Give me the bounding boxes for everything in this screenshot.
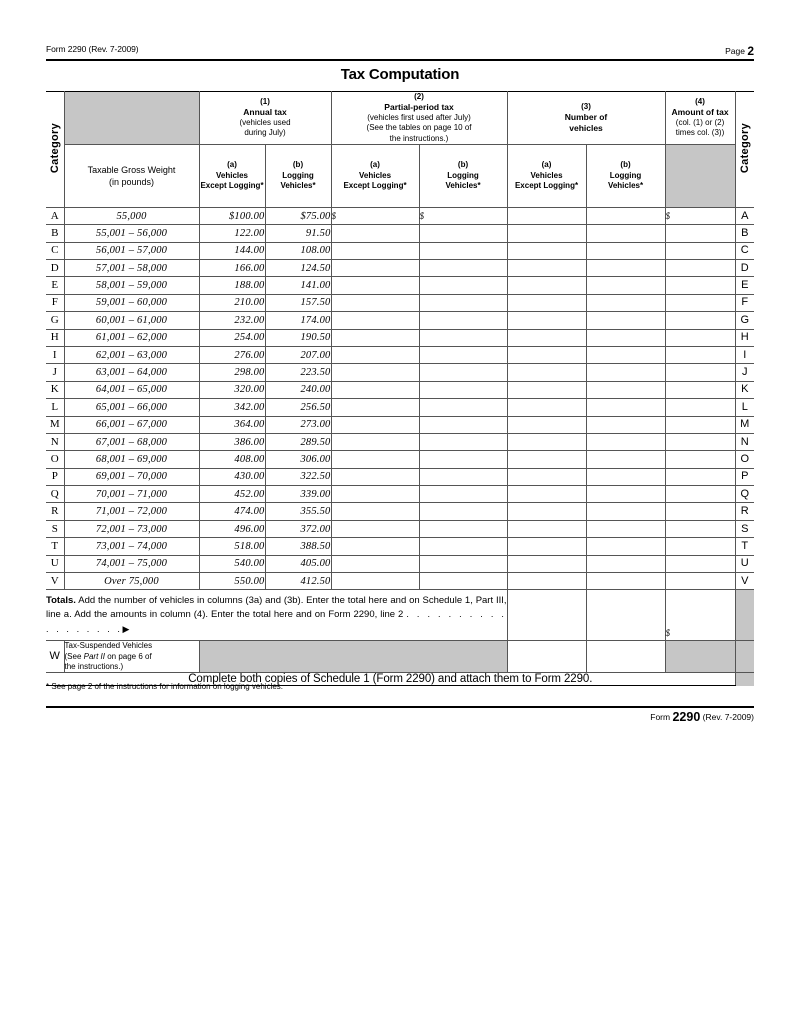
row-vehicles-logging-S[interactable] xyxy=(586,520,665,537)
row-annual-logging-D: 124.50 xyxy=(265,259,331,276)
row-amount-of-tax-K[interactable] xyxy=(665,381,735,398)
row-vehicles-logging-H[interactable] xyxy=(586,329,665,346)
subheader-1b: (b) Logging Vehicles* xyxy=(265,144,331,207)
row-vehicles-logging-U[interactable] xyxy=(586,555,665,572)
row-partial-logging-P[interactable] xyxy=(419,468,507,485)
row-amount-of-tax-U[interactable] xyxy=(665,555,735,572)
row-vehicles-except-logging-R[interactable] xyxy=(507,503,586,520)
row-vehicles-logging-J[interactable] xyxy=(586,364,665,381)
row-amount-of-tax-P[interactable] xyxy=(665,468,735,485)
row-category-right-G: G xyxy=(735,312,754,329)
row-weight-H: 61,001 – 62,000 xyxy=(64,329,199,346)
table-row xyxy=(46,312,754,329)
row-partial-logging-V[interactable] xyxy=(419,573,507,590)
row-annual-logging-A: $75.00 xyxy=(265,207,331,224)
row-category-right-T: T xyxy=(735,538,754,555)
row-annual-except-logging-M: 364.00 xyxy=(199,416,265,433)
row-amount-of-tax-M[interactable] xyxy=(665,416,735,433)
subheader-3a: (a) Vehicles Except Logging* xyxy=(507,144,586,207)
row-category-left-A: A xyxy=(46,207,64,224)
row-partial-except-logging-Q[interactable] xyxy=(331,486,419,503)
row-partial-except-logging-U[interactable] xyxy=(331,555,419,572)
row-vehicles-logging-O[interactable] xyxy=(586,451,665,468)
table-body xyxy=(46,207,754,590)
row-annual-logging-L: 256.50 xyxy=(265,399,331,416)
totals-text: Add the number of vehicles in columns (3a) and (3b). Enter the total here and on Schedule 1, Part III, line a. Add the amounts in column (4). Enter the total here and on Form 2290, line 2 xyxy=(46,594,507,621)
page-title: Tax Computation xyxy=(340,66,460,83)
row-amount-of-tax-C[interactable] xyxy=(665,242,735,259)
row-partial-except-logging-H[interactable] xyxy=(331,329,419,346)
row-vehicles-except-logging-O[interactable] xyxy=(507,451,586,468)
logging-footnote: * See page 2 of the instructions for information on logging vehicles. xyxy=(46,682,284,691)
row-category-right-P: P xyxy=(735,468,754,485)
row-vehicles-except-logging-L[interactable] xyxy=(507,399,586,416)
row-category-left-V: V xyxy=(46,573,64,590)
totals-label: Totals. xyxy=(46,594,76,606)
category-header-left: Category xyxy=(46,92,64,208)
table-row xyxy=(46,555,754,572)
row-amount-of-tax-B[interactable] xyxy=(665,225,735,242)
row-amount-of-tax-H[interactable] xyxy=(665,329,735,346)
row-category-right-R: R xyxy=(735,503,754,520)
row-vehicles-logging-C[interactable] xyxy=(586,242,665,259)
row-category-right-H: H xyxy=(735,329,754,346)
row-vehicles-except-logging-N[interactable] xyxy=(507,433,586,450)
row-vehicles-except-logging-T[interactable] xyxy=(507,538,586,555)
tax-computation-table xyxy=(46,91,754,686)
row-annual-except-logging-P: 430.00 xyxy=(199,468,265,485)
row-category-right-Q: Q xyxy=(735,486,754,503)
row-weight-R: 71,001 – 72,000 xyxy=(64,503,199,520)
header-rule xyxy=(46,59,754,61)
row-annual-logging-F: 157.50 xyxy=(265,294,331,311)
col4-subheader-spacer xyxy=(665,144,735,207)
col1-header: (1) Annual tax (vehicles used during July) xyxy=(199,92,331,145)
row-category-W: W xyxy=(46,641,64,673)
row-annual-except-logging-H: 254.00 xyxy=(199,329,265,346)
row-partial-except-logging-F[interactable] xyxy=(331,294,419,311)
row-annual-logging-M: 273.00 xyxy=(265,416,331,433)
row-annual-logging-B: 91.50 xyxy=(265,225,331,242)
row-weight-P: 69,001 – 70,000 xyxy=(64,468,199,485)
row-annual-logging-E: 141.00 xyxy=(265,277,331,294)
row-annual-except-logging-Q: 452.00 xyxy=(199,486,265,503)
row-amount-of-tax-E[interactable] xyxy=(665,277,735,294)
table-row xyxy=(46,294,754,311)
row-annual-logging-S: 372.00 xyxy=(265,520,331,537)
table-header-row-subcols xyxy=(46,144,754,207)
row-category-left-P: P xyxy=(46,468,64,485)
row-annual-logging-T: 388.50 xyxy=(265,538,331,555)
row-category-right-C: C xyxy=(735,242,754,259)
row-category-left-L: L xyxy=(46,399,64,416)
row-weight-O: 68,001 – 69,000 xyxy=(64,451,199,468)
row-annual-except-logging-J: 298.00 xyxy=(199,364,265,381)
table-row xyxy=(46,329,754,346)
page-indicator xyxy=(725,44,754,58)
row-partial-logging-F[interactable] xyxy=(419,294,507,311)
row-vehicles-except-logging-C[interactable] xyxy=(507,242,586,259)
row-partial-logging-I[interactable] xyxy=(419,346,507,363)
page-header xyxy=(46,44,754,60)
row-annual-except-logging-T: 518.00 xyxy=(199,538,265,555)
row-category-right-M: M xyxy=(735,416,754,433)
dollar-sign: $ xyxy=(665,628,671,639)
row-vehicles-logging-E[interactable] xyxy=(586,277,665,294)
table-row xyxy=(46,207,754,224)
row-category-left-K: K xyxy=(46,381,64,398)
row-vehicles-except-logging-M[interactable] xyxy=(507,416,586,433)
category-header-right: Category xyxy=(735,92,754,208)
row-partial-logging-B[interactable] xyxy=(419,225,507,242)
table-row xyxy=(46,573,754,590)
row-vehicles-except-logging-Q[interactable] xyxy=(507,486,586,503)
row-annual-except-logging-O: 408.00 xyxy=(199,451,265,468)
row-partial-logging-E[interactable] xyxy=(419,277,507,294)
row-category-left-R: R xyxy=(46,503,64,520)
table-row xyxy=(46,416,754,433)
row-amount-of-tax-N[interactable] xyxy=(665,433,735,450)
row-category-right-O: O xyxy=(735,451,754,468)
row-partial-except-logging-J[interactable] xyxy=(331,364,419,381)
col4-header: (4) Amount of tax (col. (1) or (2) times col. (3)) xyxy=(665,92,735,145)
row-weight-A: 55,000 xyxy=(64,207,199,224)
suspended-right-spacer xyxy=(735,641,754,673)
footer-form-word: Form xyxy=(650,712,671,722)
row-category-left-F: F xyxy=(46,294,64,311)
table-row xyxy=(46,242,754,259)
row-category-left-H: H xyxy=(46,329,64,346)
row-vehicles-logging-B[interactable] xyxy=(586,225,665,242)
row-category-right-I: I xyxy=(735,346,754,363)
row-category-right-B: B xyxy=(735,225,754,242)
row-category-right-K: K xyxy=(735,381,754,398)
totals-field-3b[interactable] xyxy=(586,590,665,641)
row-annual-except-logging-R: 474.00 xyxy=(199,503,265,520)
row-amount-of-tax-V[interactable] xyxy=(665,573,735,590)
row-category-left-J: J xyxy=(46,364,64,381)
row-weight-Q: 70,001 – 71,000 xyxy=(64,486,199,503)
row-annual-logging-U: 405.00 xyxy=(265,555,331,572)
row-annual-except-logging-F: 210.00 xyxy=(199,294,265,311)
row-category-left-U: U xyxy=(46,555,64,572)
row-weight-F: 59,001 – 60,000 xyxy=(64,294,199,311)
row-partial-except-logging-A[interactable]: $ xyxy=(331,207,419,224)
complete-note: Complete both copies of Schedule 1 (Form 2290) and attach them to Form 2290. xyxy=(46,673,735,686)
row-partial-except-logging-G[interactable] xyxy=(331,312,419,329)
suspended-label: Tax-Suspended Vehicles (See Part II on page 6 of the instructions.) xyxy=(64,641,199,673)
subheader-1a: (a) Vehicles Except Logging* xyxy=(199,144,265,207)
row-annual-except-logging-L: 342.00 xyxy=(199,399,265,416)
row-weight-G: 60,001 – 61,000 xyxy=(64,312,199,329)
complete-note-right-spacer xyxy=(735,673,754,686)
row-amount-of-tax-S[interactable] xyxy=(665,520,735,537)
footer-revision: (Rev. 7-2009) xyxy=(702,712,754,722)
row-weight-E: 58,001 – 59,000 xyxy=(64,277,199,294)
subheader-2a: (a) Vehicles Except Logging* xyxy=(331,144,419,207)
row-category-left-D: D xyxy=(46,259,64,276)
row-vehicles-logging-V[interactable] xyxy=(586,573,665,590)
row-category-left-C: C xyxy=(46,242,64,259)
subheader-2b: (b) Logging Vehicles* xyxy=(419,144,507,207)
table-row xyxy=(46,451,754,468)
row-annual-logging-Q: 339.00 xyxy=(265,486,331,503)
table-row xyxy=(46,520,754,537)
table-row xyxy=(46,503,754,520)
suspended-field-3b[interactable] xyxy=(586,641,665,673)
row-weight-V: Over 75,000 xyxy=(64,573,199,590)
row-partial-logging-O[interactable] xyxy=(419,451,507,468)
row-vehicles-except-logging-E[interactable] xyxy=(507,277,586,294)
row-category-left-E: E xyxy=(46,277,64,294)
row-vehicles-except-logging-F[interactable] xyxy=(507,294,586,311)
row-partial-logging-N[interactable] xyxy=(419,433,507,450)
row-annual-except-logging-D: 166.00 xyxy=(199,259,265,276)
suspended-shaded-block xyxy=(199,641,507,673)
row-annual-except-logging-B: 122.00 xyxy=(199,225,265,242)
row-vehicles-logging-P[interactable] xyxy=(586,468,665,485)
row-partial-except-logging-R[interactable] xyxy=(331,503,419,520)
totals-field-3a[interactable] xyxy=(507,590,586,641)
row-amount-of-tax-T[interactable] xyxy=(665,538,735,555)
row-annual-logging-N: 289.50 xyxy=(265,433,331,450)
row-weight-J: 63,001 – 64,000 xyxy=(64,364,199,381)
row-partial-logging-G[interactable] xyxy=(419,312,507,329)
suspended-shaded-col4 xyxy=(665,641,735,673)
row-vehicles-logging-Q[interactable] xyxy=(586,486,665,503)
row-category-right-J: J xyxy=(735,364,754,381)
row-weight-K: 64,001 – 65,000 xyxy=(64,381,199,398)
row-partial-except-logging-D[interactable] xyxy=(331,259,419,276)
table-row xyxy=(46,381,754,398)
row-partial-logging-M[interactable] xyxy=(419,416,507,433)
row-partial-except-logging-S[interactable] xyxy=(331,520,419,537)
row-category-right-F: F xyxy=(735,294,754,311)
row-partial-except-logging-N[interactable] xyxy=(331,433,419,450)
row-vehicles-except-logging-I[interactable] xyxy=(507,346,586,363)
row-vehicles-except-logging-J[interactable] xyxy=(507,364,586,381)
row-partial-logging-C[interactable] xyxy=(419,242,507,259)
table-row xyxy=(46,277,754,294)
row-amount-of-tax-A[interactable]: $ xyxy=(665,207,735,224)
row-annual-except-logging-G: 232.00 xyxy=(199,312,265,329)
row-annual-logging-P: 322.50 xyxy=(265,468,331,485)
row-partial-logging-H[interactable] xyxy=(419,329,507,346)
page-label: Page xyxy=(725,46,745,56)
row-annual-logging-K: 240.00 xyxy=(265,381,331,398)
row-weight-B: 55,001 – 56,000 xyxy=(64,225,199,242)
row-annual-except-logging-N: 386.00 xyxy=(199,433,265,450)
row-annual-logging-J: 223.50 xyxy=(265,364,331,381)
row-partial-logging-A[interactable]: $ xyxy=(419,207,507,224)
table-row xyxy=(46,225,754,242)
row-category-left-N: N xyxy=(46,433,64,450)
row-category-right-U: U xyxy=(735,555,754,572)
totals-instruction xyxy=(46,590,507,641)
row-weight-S: 72,001 – 73,000 xyxy=(64,520,199,537)
row-vehicles-except-logging-U[interactable] xyxy=(507,555,586,572)
row-partial-logging-L[interactable] xyxy=(419,399,507,416)
row-annual-except-logging-S: 496.00 xyxy=(199,520,265,537)
suspended-row xyxy=(46,641,754,673)
row-category-right-S: S xyxy=(735,520,754,537)
row-partial-except-logging-E[interactable] xyxy=(331,277,419,294)
row-vehicles-logging-M[interactable] xyxy=(586,416,665,433)
table-row xyxy=(46,346,754,363)
row-partial-except-logging-V[interactable] xyxy=(331,573,419,590)
row-amount-of-tax-R[interactable] xyxy=(665,503,735,520)
row-category-left-T: T xyxy=(46,538,64,555)
row-category-right-V: V xyxy=(735,573,754,590)
row-amount-of-tax-F[interactable] xyxy=(665,294,735,311)
row-weight-U: 74,001 – 75,000 xyxy=(64,555,199,572)
row-partial-except-logging-P[interactable] xyxy=(331,468,419,485)
row-weight-I: 62,001 – 63,000 xyxy=(64,346,199,363)
subheader-3b: (b) Logging Vehicles* xyxy=(586,144,665,207)
row-partial-except-logging-K[interactable] xyxy=(331,381,419,398)
row-partial-logging-S[interactable] xyxy=(419,520,507,537)
row-partial-except-logging-I[interactable] xyxy=(331,346,419,363)
row-category-left-M: M xyxy=(46,416,64,433)
row-weight-N: 67,001 – 68,000 xyxy=(64,433,199,450)
row-partial-except-logging-C[interactable] xyxy=(331,242,419,259)
table-row xyxy=(46,364,754,381)
row-annual-logging-H: 190.50 xyxy=(265,329,331,346)
row-partial-logging-K[interactable] xyxy=(419,381,507,398)
row-vehicles-logging-T[interactable] xyxy=(586,538,665,555)
row-annual-except-logging-V: 550.00 xyxy=(199,573,265,590)
totals-arrow-icon: ▶ xyxy=(122,623,130,634)
totals-right-spacer xyxy=(735,590,754,641)
row-vehicles-except-logging-H[interactable] xyxy=(507,329,586,346)
row-annual-logging-V: 412.50 xyxy=(265,573,331,590)
row-partial-logging-J[interactable] xyxy=(419,364,507,381)
row-amount-of-tax-Q[interactable] xyxy=(665,486,735,503)
row-partial-logging-Q[interactable] xyxy=(419,486,507,503)
row-vehicles-except-logging-P[interactable] xyxy=(507,468,586,485)
row-annual-except-logging-I: 276.00 xyxy=(199,346,265,363)
row-annual-logging-O: 306.00 xyxy=(265,451,331,468)
row-partial-logging-T[interactable] xyxy=(419,538,507,555)
row-vehicles-except-logging-B[interactable] xyxy=(507,225,586,242)
row-weight-L: 65,001 – 66,000 xyxy=(64,399,199,416)
row-vehicles-except-logging-K[interactable] xyxy=(507,381,586,398)
row-annual-except-logging-U: 540.00 xyxy=(199,555,265,572)
table-row xyxy=(46,433,754,450)
row-category-left-O: O xyxy=(46,451,64,468)
row-weight-C: 56,001 – 57,000 xyxy=(64,242,199,259)
row-category-right-N: N xyxy=(735,433,754,450)
row-amount-of-tax-G[interactable] xyxy=(665,312,735,329)
row-amount-of-tax-J[interactable] xyxy=(665,364,735,381)
row-annual-logging-R: 355.50 xyxy=(265,503,331,520)
form-reference: Form 2290 (Rev. 7-2009) xyxy=(46,44,139,54)
row-partial-except-logging-B[interactable] xyxy=(331,225,419,242)
row-amount-of-tax-O[interactable] xyxy=(665,451,735,468)
row-vehicles-logging-L[interactable] xyxy=(586,399,665,416)
row-vehicles-except-logging-D[interactable] xyxy=(507,259,586,276)
row-partial-logging-D[interactable] xyxy=(419,259,507,276)
page-number: 2 xyxy=(747,44,754,58)
row-partial-except-logging-M[interactable] xyxy=(331,416,419,433)
row-partial-except-logging-L[interactable] xyxy=(331,399,419,416)
taxable-gross-weight-header: Taxable Gross Weight (in pounds) xyxy=(64,144,199,207)
row-category-left-S: S xyxy=(46,520,64,537)
row-vehicles-logging-A[interactable] xyxy=(586,207,665,224)
row-annual-except-logging-A: $100.00 xyxy=(199,207,265,224)
table-header-row-groups xyxy=(46,92,754,145)
totals-field-4[interactable] xyxy=(665,590,735,641)
row-category-right-A: A xyxy=(735,207,754,224)
row-category-left-I: I xyxy=(46,346,64,363)
table-row xyxy=(46,538,754,555)
row-amount-of-tax-L[interactable] xyxy=(665,399,735,416)
page-footer xyxy=(650,710,754,724)
row-vehicles-logging-K[interactable] xyxy=(586,381,665,398)
row-annual-except-logging-C: 144.00 xyxy=(199,242,265,259)
row-weight-D: 57,001 – 58,000 xyxy=(64,259,199,276)
row-category-left-G: G xyxy=(46,312,64,329)
row-weight-M: 66,001 – 67,000 xyxy=(64,416,199,433)
row-vehicles-logging-I[interactable] xyxy=(586,346,665,363)
row-annual-logging-I: 207.00 xyxy=(265,346,331,363)
table-row xyxy=(46,468,754,485)
row-vehicles-except-logging-V[interactable] xyxy=(507,573,586,590)
footer-form-number: 2290 xyxy=(672,710,701,724)
row-annual-logging-C: 108.00 xyxy=(265,242,331,259)
col2-header: (2) Partial-period tax (vehicles first used after July) (See the tables on page 10 of the instructions.) xyxy=(331,92,507,145)
row-partial-logging-U[interactable] xyxy=(419,555,507,572)
row-amount-of-tax-I[interactable] xyxy=(665,346,735,363)
row-vehicles-logging-D[interactable] xyxy=(586,259,665,276)
row-category-left-B: B xyxy=(46,225,64,242)
table-row xyxy=(46,486,754,503)
row-annual-except-logging-K: 320.00 xyxy=(199,381,265,398)
row-annual-logging-G: 174.00 xyxy=(265,312,331,329)
table-row xyxy=(46,259,754,276)
row-vehicles-logging-R[interactable] xyxy=(586,503,665,520)
row-amount-of-tax-D[interactable] xyxy=(665,259,735,276)
row-category-right-E: E xyxy=(735,277,754,294)
row-category-left-Q: Q xyxy=(46,486,64,503)
totals-row xyxy=(46,590,754,641)
row-vehicles-logging-F[interactable] xyxy=(586,294,665,311)
row-annual-except-logging-E: 188.00 xyxy=(199,277,265,294)
suspended-field-3a[interactable] xyxy=(507,641,586,673)
row-weight-T: 73,001 – 74,000 xyxy=(64,538,199,555)
footer-rule xyxy=(46,706,754,708)
table-row xyxy=(46,399,754,416)
weight-header-spacer xyxy=(64,92,199,145)
row-vehicles-except-logging-G[interactable] xyxy=(507,312,586,329)
row-vehicles-logging-G[interactable] xyxy=(586,312,665,329)
row-vehicles-logging-N[interactable] xyxy=(586,433,665,450)
row-category-right-D: D xyxy=(735,259,754,276)
row-partial-logging-R[interactable] xyxy=(419,503,507,520)
col3-header: (3) Number of vehicles xyxy=(507,92,665,145)
row-category-right-L: L xyxy=(735,399,754,416)
row-vehicles-except-logging-S[interactable] xyxy=(507,520,586,537)
row-vehicles-except-logging-A[interactable] xyxy=(507,207,586,224)
row-partial-except-logging-O[interactable] xyxy=(331,451,419,468)
row-partial-except-logging-T[interactable] xyxy=(331,538,419,555)
totals-leaders: . . . . . . . . . . . . . . . . . . xyxy=(46,609,507,634)
